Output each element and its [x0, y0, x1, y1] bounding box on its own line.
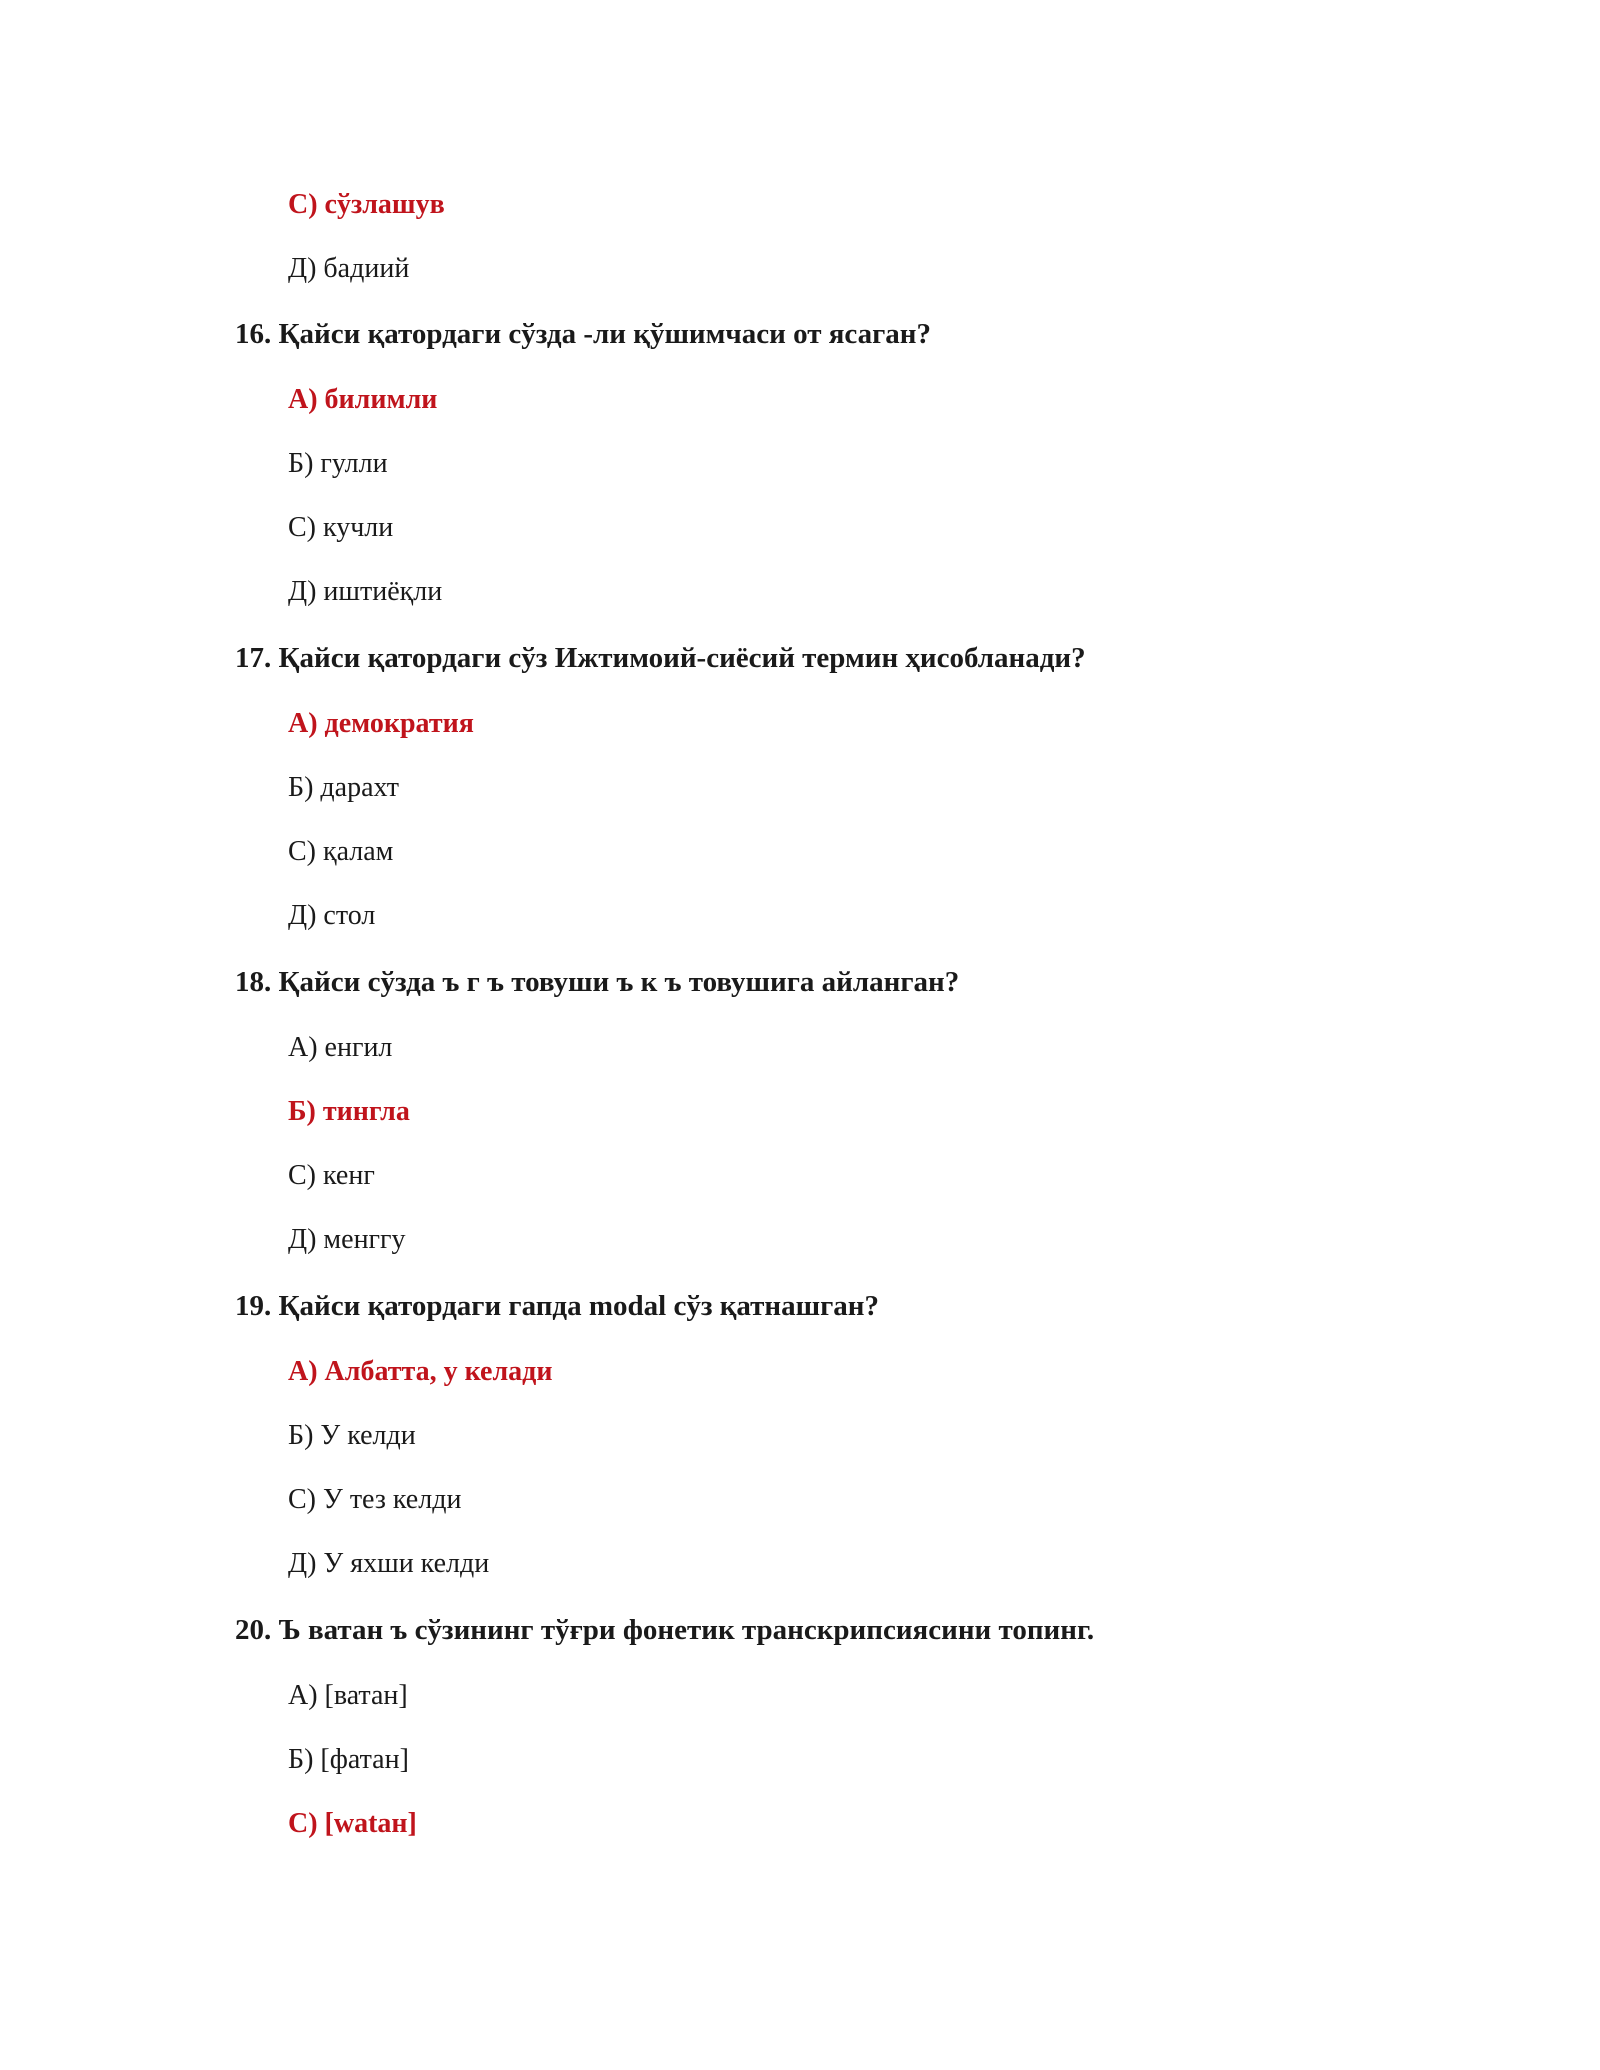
answer-option: С) У тез келди	[288, 1484, 462, 1515]
answer-option: Д) иштиёқли	[288, 576, 443, 607]
correct-answer-option: С) сўзлашув	[288, 189, 445, 220]
correct-answer-option: А) демократия	[288, 708, 474, 739]
answer-option: Д) стол	[288, 900, 376, 931]
question-text: 20. Ъ ватан ъ сўзининг тўғри фонетик транскрипсиясини топинг.	[235, 1614, 1095, 1646]
question-text: 18. Қайси сўзда ъ г ъ товуши ъ к ъ товушига айланган?	[235, 966, 960, 998]
correct-answer-option: А) Албатта, у келади	[288, 1356, 553, 1387]
answer-option: Д) менггу	[288, 1224, 406, 1255]
answer-option: А) енгил	[288, 1032, 393, 1063]
answer-option: Б) гулли	[288, 448, 388, 479]
answer-option: Б) [фатан]	[288, 1744, 409, 1775]
answer-option: Д) У яхши келди	[288, 1548, 490, 1579]
answer-option: С) кенг	[288, 1160, 375, 1191]
answer-option: С) қалам	[288, 836, 394, 867]
question-text: 16. Қайси қатордаги сўзда -ли қўшимчаси от ясаган?	[235, 318, 931, 350]
correct-answer-option: С) [watан]	[288, 1808, 417, 1839]
answer-option: Д) бадиий	[288, 253, 410, 284]
question-text: 17. Қайси қатордаги сўз Ижтимоий-сиёсий термин ҳисобланади?	[235, 642, 1086, 674]
answer-option: Б) У келди	[288, 1420, 416, 1451]
correct-answer-option: Б) тингла	[288, 1096, 410, 1127]
question-text: 19. Қайси қатордаги гапда modal сўз қатнашган?	[235, 1290, 879, 1322]
answer-option: А) [ватан]	[288, 1680, 408, 1711]
answer-option: Б) дарахт	[288, 772, 400, 803]
correct-answer-option: А) билимли	[288, 384, 438, 415]
answer-option: С) кучли	[288, 512, 394, 543]
